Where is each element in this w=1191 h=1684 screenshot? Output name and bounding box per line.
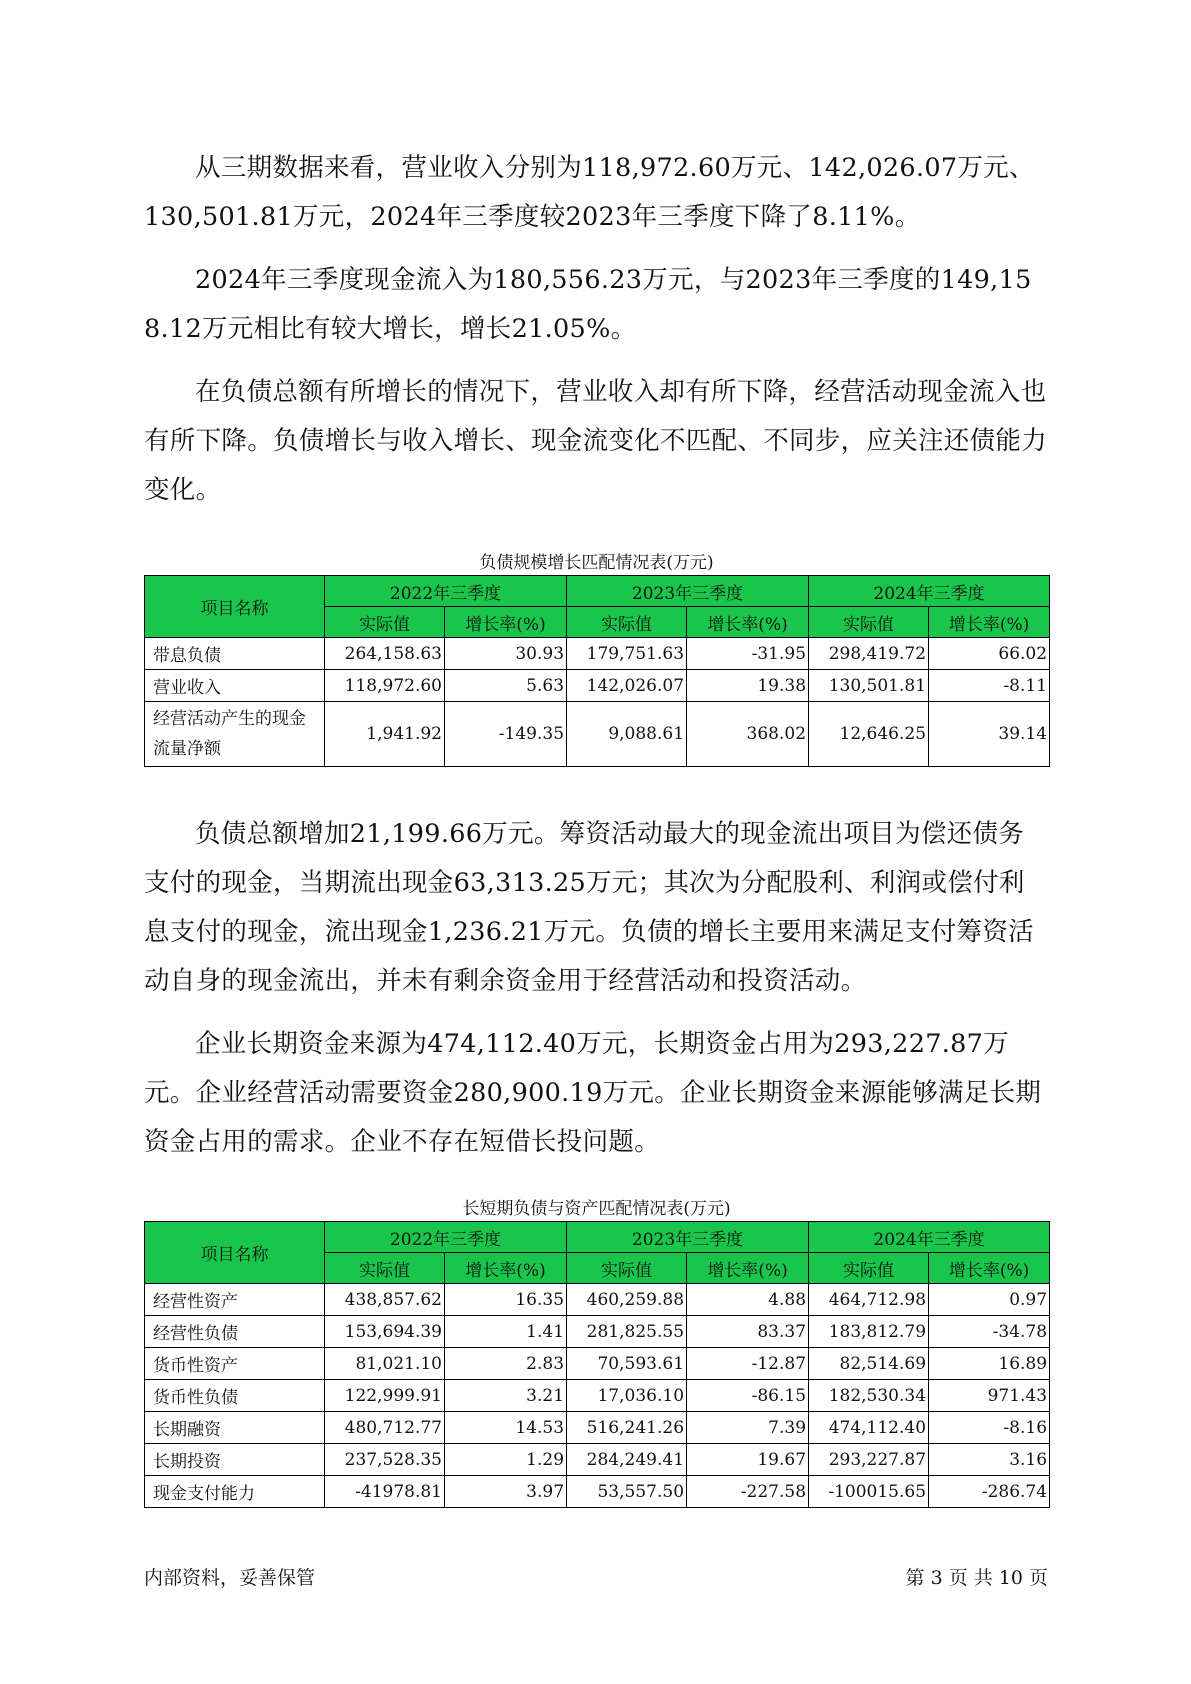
paragraph-long-term-funds: 企业长期资金来源为474,112.40万元，长期资金占用为293,227.87万元。企业经营活动需要资金280,900.19万元。企业长期资金来源能够满足长期资金占用的需求。企业不存在短借长投问题。	[144, 1029, 1042, 1157]
table-row	[145, 638, 1050, 670]
table-row	[145, 1412, 1050, 1444]
cell-value: 281,825.55	[567, 1316, 687, 1348]
table1-caption: 负债规模增长匹配情况表(万元)	[479, 553, 714, 573]
debt-scale-table	[144, 575, 1050, 767]
table-row	[145, 1316, 1050, 1348]
header-period-2023: 2023年三季度	[567, 576, 809, 607]
cell-value: -34.78	[929, 1316, 1050, 1348]
cell-value: 118,972.60	[325, 670, 445, 702]
cell-value: 53,557.50	[567, 1476, 687, 1508]
cell-value: 70,593.61	[567, 1348, 687, 1380]
cell-value: -149.35	[445, 702, 567, 767]
cell-value: -31.95	[687, 638, 809, 670]
cell-value: 16.35	[445, 1284, 567, 1316]
cell-value: -8.16	[929, 1412, 1050, 1444]
row-label: 货币性负债	[145, 1380, 325, 1412]
cell-value: 3.97	[445, 1476, 567, 1508]
cell-value: -12.87	[687, 1348, 809, 1380]
table2-caption: 长短期负债与资产匹配情况表(万元)	[462, 1199, 731, 1219]
cell-value: 17,036.10	[567, 1380, 687, 1412]
cell-value: 182,530.34	[809, 1380, 929, 1412]
table-row	[145, 1380, 1050, 1412]
table-row	[145, 1444, 1050, 1476]
cell-value: 16.89	[929, 1348, 1050, 1380]
cell-value: 3.16	[929, 1444, 1050, 1476]
cell-value: 284,249.41	[567, 1444, 687, 1476]
cell-value: 264,158.63	[325, 638, 445, 670]
header-period-2024: 2024年三季度	[809, 576, 1050, 607]
cell-value: 3.21	[445, 1380, 567, 1412]
cell-value: 460,259.88	[567, 1284, 687, 1316]
cell-value: 5.63	[445, 670, 567, 702]
table-row	[145, 1476, 1050, 1508]
header-actual: 实际值	[567, 607, 687, 638]
header-growth: 增长率(%)	[929, 1253, 1050, 1284]
cell-value: 0.97	[929, 1284, 1050, 1316]
cell-value: 83.37	[687, 1316, 809, 1348]
header-growth: 增长率(%)	[687, 1253, 809, 1284]
cell-value: -100015.65	[809, 1476, 929, 1508]
cell-value: 30.93	[445, 638, 567, 670]
header-period-2022: 2022年三季度	[325, 576, 567, 607]
cell-value: -227.58	[687, 1476, 809, 1508]
cell-value: 19.38	[687, 670, 809, 702]
paragraph-financing: 负债总额增加21,199.66万元。筹资活动最大的现金流出项目为偿还债务支付的现金，当期流出现金63,313.25万元；其次为分配股利、利润或偿付利息支付的现金，流出现金1,236.21万元。负债的增长主要用来满足支付筹资活动自身的现金流出，并未有剩余资金用于经营活动和投资活动。	[144, 819, 1034, 996]
cell-value: 12,646.25	[809, 702, 929, 767]
header-growth: 增长率(%)	[929, 607, 1050, 638]
cell-value: 1,941.92	[325, 702, 445, 767]
cell-value: 1.41	[445, 1316, 567, 1348]
cell-value: 7.39	[687, 1412, 809, 1444]
header-item-name: 项目名称	[145, 576, 325, 638]
cell-value: 480,712.77	[325, 1412, 445, 1444]
cell-value: 438,857.62	[325, 1284, 445, 1316]
cell-value: 142,026.07	[567, 670, 687, 702]
cell-value: -286.74	[929, 1476, 1050, 1508]
header-actual: 实际值	[809, 1253, 929, 1284]
table-row	[145, 1348, 1050, 1380]
paragraph-cash-inflow: 2024年三季度现金流入为180,556.23万元，与2023年三季度的149,158.12万元相比有较大增长，增长21.05%。	[144, 265, 1032, 344]
cell-value: 130,501.81	[809, 670, 929, 702]
cell-value: 82,514.69	[809, 1348, 929, 1380]
table-row	[145, 702, 1050, 767]
cell-value: 81,021.10	[325, 1348, 445, 1380]
cell-value: 971.43	[929, 1380, 1050, 1412]
header-growth: 增长率(%)	[445, 607, 567, 638]
header-period-2022: 2022年三季度	[325, 1222, 567, 1253]
header-item-name: 项目名称	[145, 1222, 325, 1284]
cell-value: 153,694.39	[325, 1316, 445, 1348]
cell-value: 237,528.35	[325, 1444, 445, 1476]
cell-value: 298,419.72	[809, 638, 929, 670]
footer-confidential-note: 内部资料，妥善保管	[144, 1567, 316, 1589]
row-label: 经营性负债	[145, 1316, 325, 1348]
row-label: 营业收入	[145, 670, 325, 702]
header-actual: 实际值	[809, 607, 929, 638]
cell-value: 19.67	[687, 1444, 809, 1476]
cell-value: 9,088.61	[567, 702, 687, 767]
cell-value: 474,112.40	[809, 1412, 929, 1444]
row-label: 经营活动产生的现金流量净额	[145, 702, 325, 767]
table-row	[145, 1284, 1050, 1316]
cell-value: -8.11	[929, 670, 1050, 702]
cell-value: 1.29	[445, 1444, 567, 1476]
cell-value: -41978.81	[325, 1476, 445, 1508]
header-actual: 实际值	[567, 1253, 687, 1284]
header-actual: 实际值	[325, 607, 445, 638]
cell-value: 516,241.26	[567, 1412, 687, 1444]
cell-value: 66.02	[929, 638, 1050, 670]
cell-value: 4.88	[687, 1284, 809, 1316]
row-label: 现金支付能力	[145, 1476, 325, 1508]
header-growth: 增长率(%)	[445, 1253, 567, 1284]
cell-value: 293,227.87	[809, 1444, 929, 1476]
cell-value: -86.15	[687, 1380, 809, 1412]
header-actual: 实际值	[325, 1253, 445, 1284]
cell-value: 464,712.98	[809, 1284, 929, 1316]
cell-value: 183,812.79	[809, 1316, 929, 1348]
footer-page-number: 第 3 页 共 10 页	[905, 1567, 1048, 1589]
asset-liability-table	[144, 1221, 1050, 1508]
paragraph-debt-analysis: 在负债总额有所增长的情况下，营业收入却有所下降，经营活动现金流入也有所下降。负债增长与收入增长、现金流变化不匹配、不同步，应关注还债能力变化。	[144, 377, 1048, 505]
row-label: 货币性资产	[145, 1348, 325, 1380]
row-label: 长期融资	[145, 1412, 325, 1444]
cell-value: 179,751.63	[567, 638, 687, 670]
header-period-2024: 2024年三季度	[809, 1222, 1050, 1253]
cell-value: 14.53	[445, 1412, 567, 1444]
cell-value: 122,999.91	[325, 1380, 445, 1412]
cell-value: 368.02	[687, 702, 809, 767]
cell-value: 2.83	[445, 1348, 567, 1380]
header-growth: 增长率(%)	[687, 607, 809, 638]
header-period-2023: 2023年三季度	[567, 1222, 809, 1253]
row-label: 经营性资产	[145, 1284, 325, 1316]
paragraph-revenue: 从三期数据来看，营业收入分别为118,972.60万元、142,026.07万元、130,501.81万元，2024年三季度较2023年三季度下降了8.11%。	[144, 153, 1035, 232]
row-label: 长期投资	[145, 1444, 325, 1476]
row-label: 带息负债	[145, 638, 325, 670]
table-row	[145, 670, 1050, 702]
cell-value: 39.14	[929, 702, 1050, 767]
